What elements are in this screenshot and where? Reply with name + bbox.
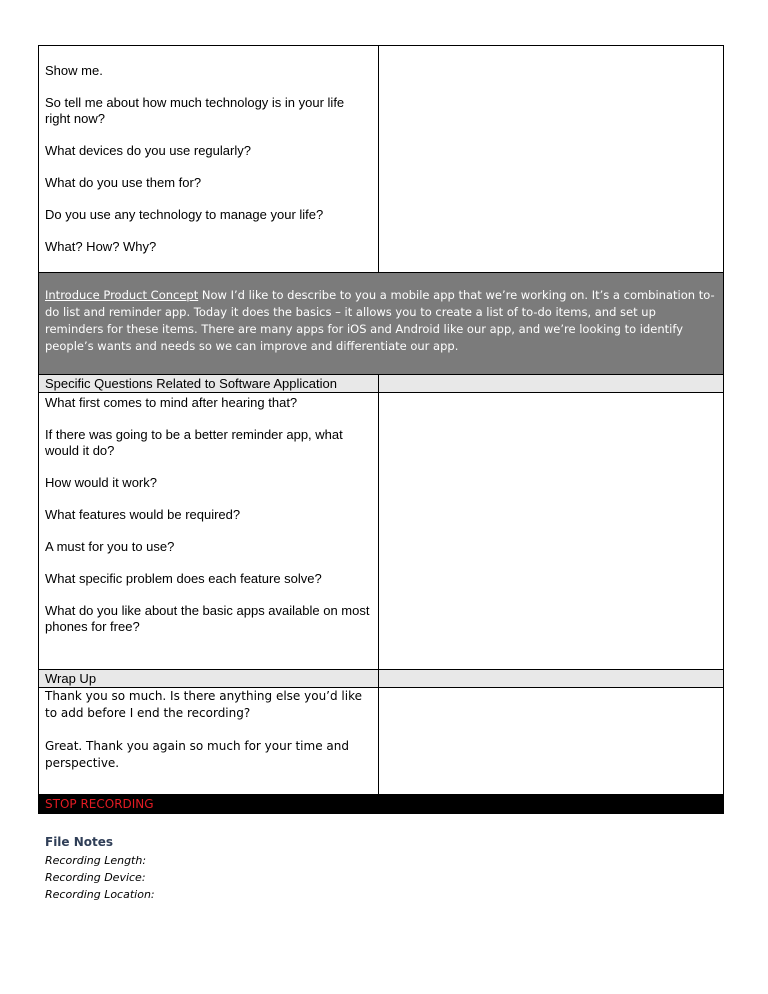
question-item: So tell me about how much technology is in your life right now? xyxy=(45,95,345,126)
tech-usage-row xyxy=(39,46,724,273)
tech-usage-notes-cell[interactable] xyxy=(379,46,724,273)
wrap-up-header: Wrap Up xyxy=(39,670,379,688)
tech-usage-question-list xyxy=(39,46,378,261)
stop-recording-row xyxy=(39,795,724,814)
question-item: Show me. xyxy=(45,63,103,78)
software-questions-row xyxy=(39,393,724,670)
question-item: What features would be required? xyxy=(45,507,241,522)
question-item: What do you use them for? xyxy=(45,175,202,190)
question-item: Do you use any technology to manage your life? xyxy=(45,207,324,222)
product-concept-row xyxy=(39,273,724,375)
software-section-header-row xyxy=(39,375,724,393)
recording-location-label: Recording Location: xyxy=(45,888,155,901)
file-notes-section xyxy=(45,834,155,903)
wrap-up-header-blank xyxy=(379,670,724,688)
product-concept-link[interactable]: Introduce Product Concept xyxy=(45,288,199,302)
wrap-up-header-row xyxy=(39,670,724,688)
wrap-up-row xyxy=(39,688,724,795)
tech-usage-questions-cell xyxy=(39,46,379,273)
wrap-up-list xyxy=(39,688,378,794)
wrap-up-notes-cell[interactable] xyxy=(379,688,724,795)
question-item: What devices do you use regularly? xyxy=(45,143,251,158)
recording-device-label: Recording Device: xyxy=(45,871,146,884)
question-item: If there was going to be a better reminder app, what would it do? xyxy=(45,427,343,458)
question-item: What do you like about the basic apps available on most phones for free? xyxy=(45,603,370,634)
wrap-up-cell xyxy=(39,688,379,795)
product-concept-cell xyxy=(39,273,724,375)
question-item: What? How? Why? xyxy=(45,239,157,254)
question-item: How would it work? xyxy=(45,475,157,490)
question-item: What first comes to mind after hearing that? xyxy=(45,395,298,410)
software-notes-cell[interactable] xyxy=(379,393,724,670)
question-item: A must for you to use? xyxy=(45,539,175,554)
interview-guide-table xyxy=(38,45,724,814)
stop-recording-label: STOP RECORDING xyxy=(39,795,724,814)
file-notes-title: File Notes xyxy=(45,835,114,849)
software-section-header-blank xyxy=(379,375,724,393)
question-item: What specific problem does each feature solve? xyxy=(45,571,322,586)
software-question-list xyxy=(39,393,378,641)
wrap-up-line: Great. Thank you again so much for your time and perspective. xyxy=(45,739,349,770)
recording-length-label: Recording Length: xyxy=(45,854,147,867)
wrap-up-line: Thank you so much. Is there anything else you’d like to add before I end the recording? xyxy=(45,689,362,720)
software-questions-cell xyxy=(39,393,379,670)
software-section-header: Specific Questions Related to Software Application xyxy=(39,375,379,393)
product-concept-text: Now I’d like to describe to you a mobile app that we’re working on. It’s a combination to-do list and reminder app. Today it does the basics – it allows you to create a list of to-do items, and set up reminders for these items. There are many apps for iOS and Android like our app, and we’re looking to identify people’s wants and needs so we can improve and differentiate our app. xyxy=(45,288,715,353)
